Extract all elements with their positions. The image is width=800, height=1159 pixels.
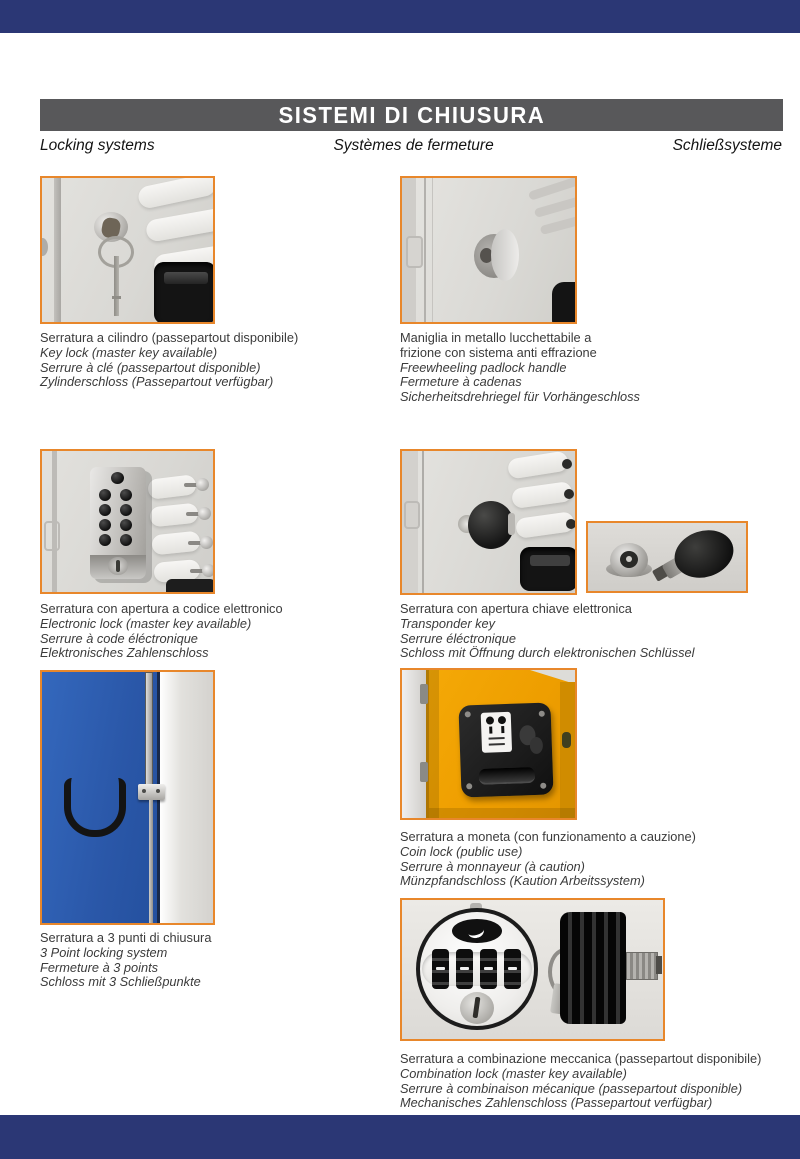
coin-icon	[498, 716, 506, 724]
caption-line-translation: Sicherheitsdrehriegel für Vorhängeschloss	[400, 389, 640, 405]
keypad-unit	[90, 467, 146, 579]
fob-clip	[508, 513, 515, 535]
caption-line-it: Serratura a 3 punti di chiusura	[40, 930, 212, 945]
dial-digit	[460, 967, 469, 970]
keypad-button	[120, 489, 132, 501]
door-cutout	[406, 236, 423, 268]
bottom-banner	[0, 1115, 800, 1159]
caption-line-it: Serratura con apertura chiave elettronica	[400, 601, 632, 616]
panel-reflection	[530, 737, 544, 754]
page-title: SISTEMI DI CHIUSURA	[278, 101, 545, 128]
coin-lock-panel	[458, 702, 553, 797]
bolt-pin	[198, 507, 211, 520]
caption-line-translation: Electronic lock (master key available)	[40, 615, 252, 631]
side-knob	[562, 732, 571, 748]
vent-slot	[507, 450, 569, 479]
recessed-handle	[520, 547, 577, 591]
caption-line-translation: Schloss mit Öffnung durch elektronischen Schlüssel	[400, 645, 695, 661]
caption-line-translation: Serrure à combinaison mécanique (passepartout disponible)	[400, 1080, 743, 1096]
logo-mark	[467, 923, 486, 940]
keypad-button	[111, 472, 124, 484]
vent-slot	[145, 207, 215, 243]
keypad-button	[120, 534, 132, 546]
padlock-knob-disc	[491, 229, 519, 281]
screw	[466, 783, 472, 789]
door-cutout	[44, 521, 60, 551]
screw	[539, 711, 545, 717]
photo-transponder-lock	[400, 449, 577, 595]
vent-slot	[137, 176, 215, 210]
caption-line-it: frizione con sistema anti effrazione	[400, 344, 597, 360]
hinge	[420, 762, 428, 782]
label-text-line	[489, 743, 505, 746]
door-shading	[429, 670, 439, 818]
caption-line-translation: Serrure à monnayeur (à caution)	[400, 858, 585, 874]
screw	[540, 783, 546, 789]
number-dial	[432, 949, 449, 989]
door-handle	[64, 778, 126, 837]
caption-line-translation: 3 Point locking system	[40, 944, 168, 960]
caption-line-it: Maniglia in metallo lucchettabile a	[400, 330, 592, 345]
caption-line-translation: Elektronisches Zahlenschloss	[40, 645, 209, 661]
caption-line-it: Serratura a moneta (con funzionamento a cauzione)	[400, 829, 696, 844]
photo-transponder-closeup	[586, 521, 748, 593]
dial-digit	[436, 967, 445, 970]
keyhole-slot	[116, 560, 120, 572]
number-dial	[480, 949, 497, 989]
key-shaft	[114, 256, 119, 316]
keypad-button	[120, 504, 132, 516]
top-banner	[0, 0, 800, 33]
keypad-button	[99, 534, 111, 546]
locking-rod-lower	[149, 800, 153, 923]
vent-groove	[540, 214, 577, 235]
door-edge	[54, 178, 61, 322]
caption-transponder-lock	[400, 602, 790, 661]
keypad-button	[99, 489, 111, 501]
door-cutout	[404, 501, 420, 529]
coin-slot-mark	[489, 726, 492, 733]
keypad-button	[120, 519, 132, 531]
keypad-button	[99, 519, 111, 531]
brand-logo	[452, 919, 502, 943]
dial-digit	[484, 967, 493, 970]
subtitle-english: Locking systems	[40, 137, 155, 154]
hinge	[420, 684, 428, 704]
door-frame	[160, 672, 213, 923]
caption-line-translation: Mechanisches Zahlenschloss (Passepartout verfügbar)	[400, 1095, 713, 1111]
recessed-handle	[552, 282, 577, 324]
recessed-handle	[166, 579, 215, 592]
vent-groove	[528, 176, 577, 201]
photo-key-lock	[40, 176, 215, 324]
caption-line-translation: Key lock (master key available)	[40, 344, 218, 360]
vent-hole	[566, 519, 576, 529]
handle-slot	[530, 555, 570, 566]
bolt-pin	[196, 478, 209, 491]
key-notch	[112, 296, 121, 299]
dial-digit	[508, 967, 517, 970]
caption-electronic-lock	[40, 602, 370, 661]
door-gap	[432, 178, 433, 322]
caption-combination-lock	[400, 1052, 790, 1111]
bracket-screw	[156, 789, 160, 793]
photo-padlock-handle	[400, 176, 577, 324]
door-bottom-shading	[429, 808, 575, 818]
keypad-button	[99, 504, 111, 516]
caption-line-translation: Freewheeling padlock handle	[400, 359, 567, 375]
caption-line-translation: Serrure à clé (passepartout disponible)	[40, 359, 261, 375]
number-dial	[456, 949, 473, 989]
label-text-line	[489, 737, 505, 740]
door-notch	[40, 238, 48, 256]
cabinet-side	[560, 682, 575, 818]
subtitle-french: Systèmes de fermeture	[333, 137, 494, 154]
transponder-fob	[668, 523, 739, 585]
screw	[465, 711, 471, 717]
vent-hole	[562, 459, 572, 469]
caption-line-it: Serratura a cilindro (passepartout disponibile)	[40, 330, 299, 345]
dial-face	[416, 908, 538, 1030]
number-dial	[504, 949, 521, 989]
section-title-bar	[40, 99, 783, 131]
photo-combination-lock	[400, 898, 665, 1041]
photo-three-point-lock	[40, 670, 215, 925]
lock-body-side	[560, 912, 626, 1024]
caption-line-translation: Serrure à code éléctronique	[40, 630, 198, 646]
caption-line-translation: Combination lock (master key available)	[400, 1065, 627, 1081]
caption-line-translation: Serrure éléctronique	[400, 630, 516, 646]
caption-key-lock	[40, 331, 370, 390]
coin-icon	[486, 716, 494, 724]
subtitle-row	[40, 137, 782, 155]
photo-coin-lock	[400, 668, 577, 820]
shaft-tip	[656, 956, 662, 974]
coin-slot-mark	[501, 726, 504, 733]
caption-line-translation: Transponder key	[400, 615, 496, 631]
vent-slot	[147, 474, 197, 500]
caption-padlock-handle	[400, 331, 730, 405]
caption-line-translation: Schloss mit 3 Schließpunkte	[40, 974, 201, 990]
vent-hole	[564, 489, 574, 499]
caption-line-translation: Fermeture à 3 points	[40, 959, 159, 975]
locking-rod-upper	[145, 672, 153, 788]
handle-slot	[164, 272, 208, 284]
caption-line-it: Serratura a combinazione meccanica (passepartout disponibile)	[400, 1051, 762, 1066]
caption-three-point-lock	[40, 931, 370, 990]
instruction-label	[481, 712, 512, 753]
vent-groove	[534, 195, 577, 218]
bolt-pin	[202, 564, 215, 577]
caption-line-translation: Fermeture à cadenas	[400, 374, 522, 390]
caption-line-translation: Zylinderschloss (Passepartout verfügbar)	[40, 374, 274, 390]
panel-handle-slot	[479, 767, 536, 785]
subtitle-german: Schließsysteme	[672, 137, 782, 154]
lock-shaft	[626, 952, 658, 980]
caption-line-translation: Coin lock (public use)	[400, 843, 523, 859]
bolt-pin	[200, 536, 213, 549]
caption-line-it: Serratura con apertura a codice elettronico	[40, 601, 283, 616]
caption-coin-lock	[400, 830, 790, 889]
door-gap	[422, 451, 424, 593]
door-gap	[424, 178, 426, 322]
caption-line-translation: Münzpfandschloss (Kaution Arbeitssystem)	[400, 873, 645, 889]
photo-electronic-lock	[40, 449, 215, 594]
cylinder-pin	[626, 556, 632, 562]
bracket-screw	[142, 789, 146, 793]
